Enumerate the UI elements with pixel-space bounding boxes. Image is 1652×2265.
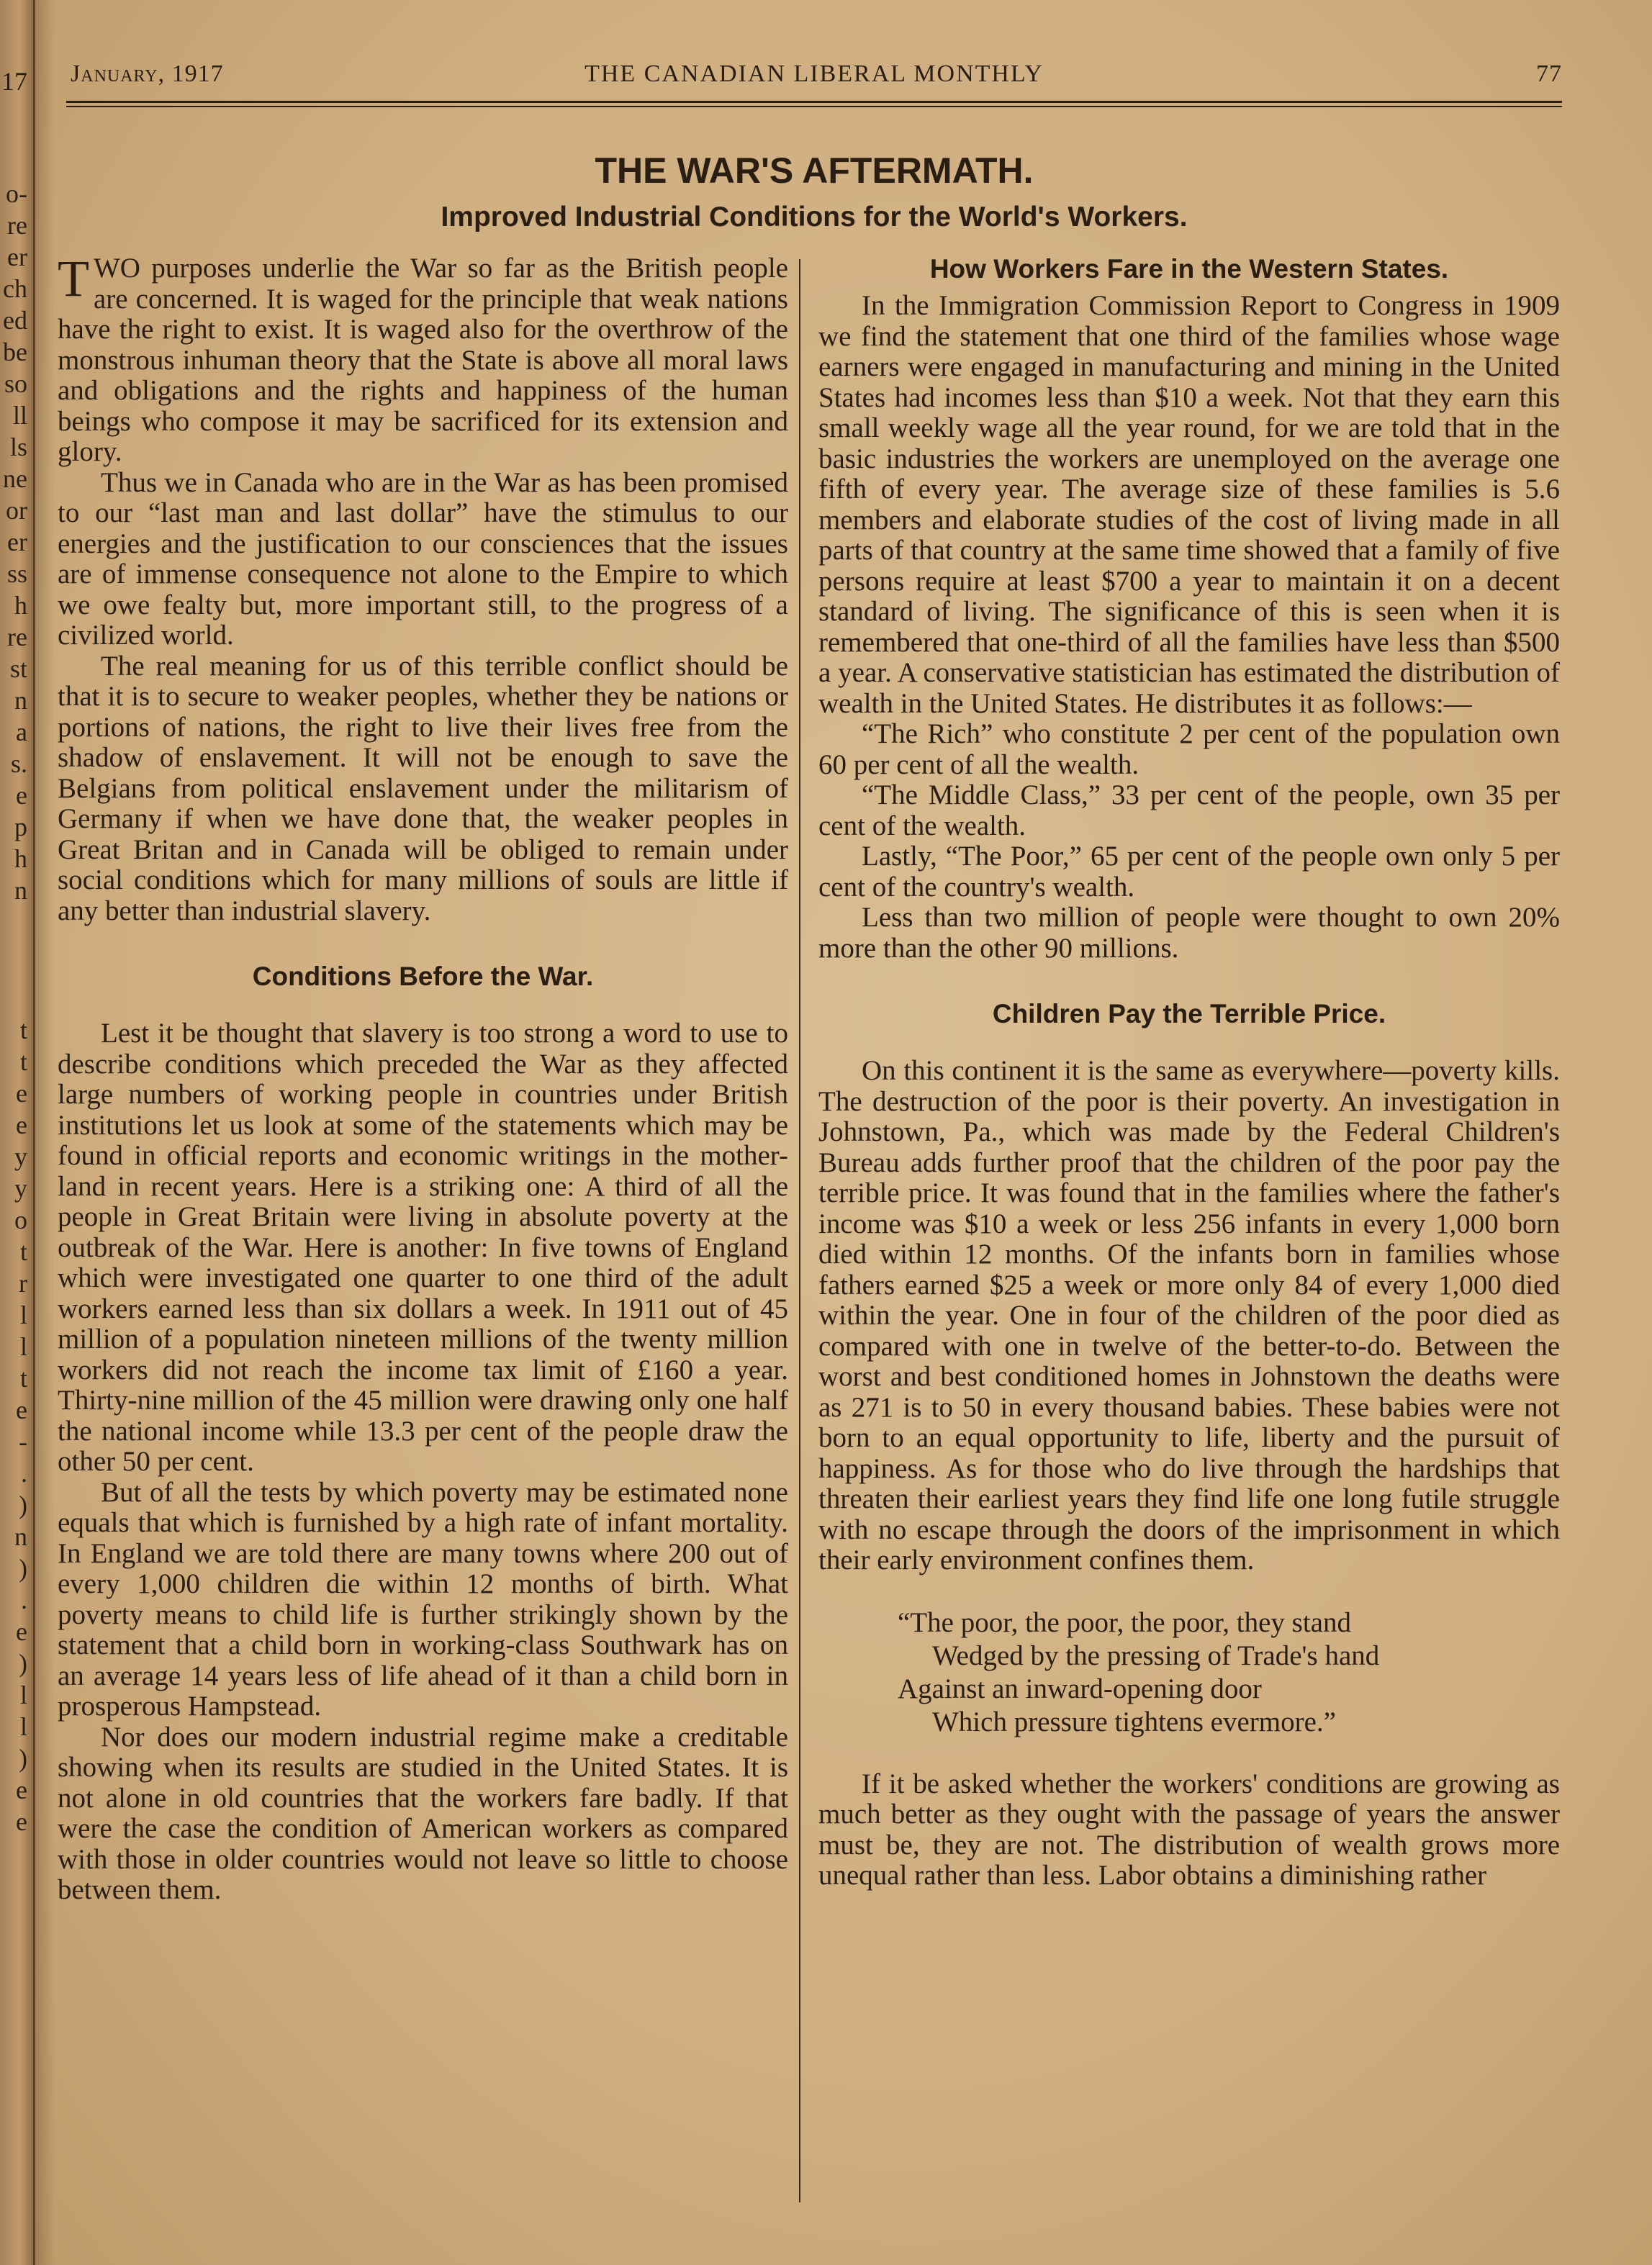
- margin-fragment: e: [16, 1617, 27, 1646]
- header-rule-thin: [66, 106, 1562, 107]
- margin-fragment: l: [19, 1332, 27, 1361]
- margin-fragment: a: [16, 718, 27, 746]
- margin-fragment: be: [3, 338, 27, 366]
- section-heading: Children Pay the Terrible Price.: [992, 999, 1386, 1028]
- poem-line: Which pressure tightens evermore.”: [932, 1706, 1336, 1737]
- margin-fragment: re: [7, 211, 27, 240]
- header-rule: [66, 101, 1562, 103]
- paragraph: Less than two million of people were thought to own 20% more than the other 90 millions.: [818, 902, 1560, 964]
- section-heading: How Workers Fare in the Western States.: [929, 254, 1449, 284]
- margin-fragment: l: [19, 1712, 27, 1741]
- paragraph: But of all the tests by which poverty may be estimated none equals that which is furnished by a high rate of infant mortality. In England we are told there are many towns where 200 out of every 1,000 children die within 12 months of birth. What poverty means to child life is further strikingly shown by the statement that a child born in working-class Southwark has on an average 14 years less of life ahead of it than a child born in prosperous Hampstead.: [58, 1476, 788, 1722]
- margin-fragment: .: [21, 1586, 27, 1614]
- margin-fragment: 17: [1, 67, 27, 96]
- paragraph: “The Middle Class,” 33 per cent of the people, own 35 per cent of the wealth.: [818, 779, 1560, 841]
- margin-fragment: e: [16, 1807, 27, 1836]
- paragraph: Thus we in Canada who are in the War as has been promised to our “last man and last dollar” have the stimulus to our energies and the justification to our consciences that the issues are of immense consequence not alone to the Empire to which we owe fealty but, more important still, to the progress of a civilized world.: [58, 466, 788, 651]
- margin-fragment: h: [14, 591, 27, 620]
- margin-fragment: p: [14, 813, 27, 841]
- issue-date: January, 1917: [71, 60, 224, 87]
- margin-fragment: n: [14, 1522, 27, 1551]
- paragraph: Lest it be thought that slavery is too strong a word to use to describe conditions which preceded the War as they affected large numbers of working people in countries under British institutions let us look at some of the statements which may be found in official reports and economic writings in the mother-land in recent years. Here is a striking one: A third of all the people in Great Britain were living in absolute poverty at the outbreak of the War. Here is another: In five towns of England which were investigated one quarter to one third of the adult workers earned less than six dollars a week. In 1911 out of 45 million of a population nineteen millions of the twenty million workers did not reach the income tax limit of £160 a year. Thirty-nine million of the 45 million were drawing only one half the national income while 13.3 per cent of the people draw the other 50 per cent.: [58, 1018, 788, 1477]
- margin-fragment: e: [16, 781, 27, 810]
- margin-fragment: ): [19, 1491, 27, 1519]
- running-header: [66, 60, 1562, 96]
- margin-fragment: y: [14, 1142, 27, 1171]
- margin-fragment: .: [21, 1459, 27, 1488]
- margin-fragment: er: [7, 243, 27, 271]
- margin-fragment: ): [19, 1744, 27, 1773]
- left-column: [58, 250, 788, 1906]
- margin-fragment: re: [7, 623, 27, 651]
- article-subtitle: Improved Industrial Conditions for the World's Workers.: [441, 202, 1188, 232]
- margin-fragment: s.: [10, 749, 27, 778]
- binding-shadow: [33, 0, 55, 2265]
- margin-fragment: ls: [9, 433, 27, 461]
- margin-fragment: so: [4, 369, 27, 398]
- margin-fragment: ch: [3, 274, 27, 303]
- margin-fragment: e: [16, 1776, 27, 1804]
- margin-fragment: l: [19, 1301, 27, 1329]
- margin-fragment: o: [14, 1206, 27, 1234]
- margin-fragment: ): [19, 1554, 27, 1583]
- column-divider: [799, 259, 800, 2202]
- paragraph: If it be asked whether the workers' conditions are growing as much better as they ought with the passage of years the answer must be, they are not. The distribution of wealth grows more unequal rather than less. Labor obtains a diminishing rather: [818, 1768, 1560, 1891]
- margin-fragment: h: [14, 844, 27, 873]
- margin-fragment: or: [6, 496, 27, 525]
- margin-fragment: t: [19, 1237, 27, 1266]
- right-column: [818, 253, 1560, 1891]
- paragraph: In the Immigration Commission Report to Congress in 1909 we find the statement that one third of the families whose wage earners were engaged in manufacturing and mining in the United States had incomes less than $10 a week. Not that they earn this small weekly wage all the year round, for we are told that in the basic industries the workers are unemployed on the average one fifth of every year. The average size of these families is 5.6 members and elaborate studies of the cost of living made in all parts of that country at the same time showed that a family of five persons require at least $700 a year to maintain it on a decent standard of living. The significance of this is seen when it is remembered that one-third of all the families have less than $500 a year. A conservative statistician has estimated the distribution of wealth in the United States. He distributes it as follows:—: [818, 290, 1560, 719]
- margin-fragment: ss: [6, 559, 27, 588]
- paragraph: On this continent it is the same as everywhere—poverty kills. The destruction of the poor is their poverty. An investigation in Johnstown, Pa., which was made by the Federal Children's Bureau adds further proof that the children of the poor pay the terrible price. It was found that in the families where the father's income was $10 a week or less 256 infants in every 1,000 born died within 12 months. Of the infants born in families whose fathers earned $25 a week or more only 84 of every 1,000 died within the year. One in four of the children of the poor died as compared with one in twelve of the better-to-do. Between the worst and best conditioned homes in Johnstown the deaths were as 271 is to 50 in every thousand babies. These babies were not born to an equal opportunity to life, liberty and the pursuit of happiness. As for those who do live through the hardships that threaten their earliest years they find life one long futile struggle with no escape through the doors of the imprisonment in which their early environment confines them.: [818, 1055, 1560, 1575]
- paragraph: TWO purposes underlie the War so far as the British people are concerned. It is waged for the principle that weak nations have the right to exist. It is waged also for the overthrow of the monstrous inhuman theory that the State is above all moral laws and obligations and the rights and happiness of the human beings who compose it may be sacrificed for its extension and glory.: [58, 250, 788, 467]
- margin-fragment: -: [19, 1427, 27, 1456]
- margin-fragment: e: [16, 1396, 27, 1424]
- margin-fragment: ed: [3, 306, 27, 335]
- paragraph: Lastly, “The Poor,” 65 per cent of the people own only 5 per cent of the country's wealth.: [818, 841, 1560, 903]
- paragraph: The real meaning for us of this terrible conflict should be that it is to secure to weaker peoples, whether they be nations or portions of nations, the right to live their lives free from the shadow of enslavement. It will not be enough to save the Belgians from political enslavement under the militarism of Germany if when we have done that, the weaker peoples in Great Britan and in Canada will be obliged to remain under social conditions which for many millions of souls are little if any better than industrial slavery.: [58, 650, 788, 926]
- masthead: THE CANADIAN LIBERAL MONTHLY: [584, 60, 1044, 87]
- margin-fragment: t: [19, 1364, 27, 1393]
- margin-fragment: r: [19, 1269, 27, 1298]
- margin-fragment: l: [19, 1681, 27, 1709]
- margin-fragment: t: [19, 1016, 27, 1044]
- poem-line: Against an inward-opening door: [898, 1673, 1262, 1704]
- margin-fragment: er: [7, 528, 27, 556]
- poem-line: “The poor, the poor, the poor, they stand: [898, 1606, 1351, 1638]
- margin-fragment: ne: [3, 464, 27, 493]
- paragraph: “The Rich” who constitute 2 per cent of the population own 60 per cent of all the wealth.: [818, 718, 1560, 780]
- margin-fragment: ll: [12, 401, 27, 430]
- margin-fragment: ): [19, 1649, 27, 1678]
- margin-fragment: st: [9, 654, 27, 683]
- poem-line: Wedged by the pressing of Trade's hand: [932, 1640, 1380, 1671]
- page-number: 77: [1536, 60, 1562, 87]
- margin-fragment: e: [16, 1111, 27, 1139]
- adjacent-page-margin: [0, 0, 35, 2265]
- margin-fragment: n: [14, 686, 27, 715]
- section-heading: Conditions Before the War.: [252, 962, 594, 991]
- drop-cap: T: [58, 250, 89, 307]
- poem-quote: [898, 1606, 1560, 1739]
- margin-fragment: n: [14, 876, 27, 905]
- article-title: THE WAR'S AFTERMATH.: [595, 150, 1034, 191]
- margin-fragment: e: [16, 1079, 27, 1108]
- margin-fragment: t: [19, 1047, 27, 1076]
- margin-fragment: y: [14, 1174, 27, 1203]
- paragraph: Nor does our modern industrial regime make a creditable showing when its results are studied in the United States. It is not alone in old countries that the workers fare badly. If that were the case the condition of American workers as compared with those in older countries would not leave so little to choose between them.: [58, 1721, 788, 1905]
- margin-fragment: o-: [6, 179, 27, 208]
